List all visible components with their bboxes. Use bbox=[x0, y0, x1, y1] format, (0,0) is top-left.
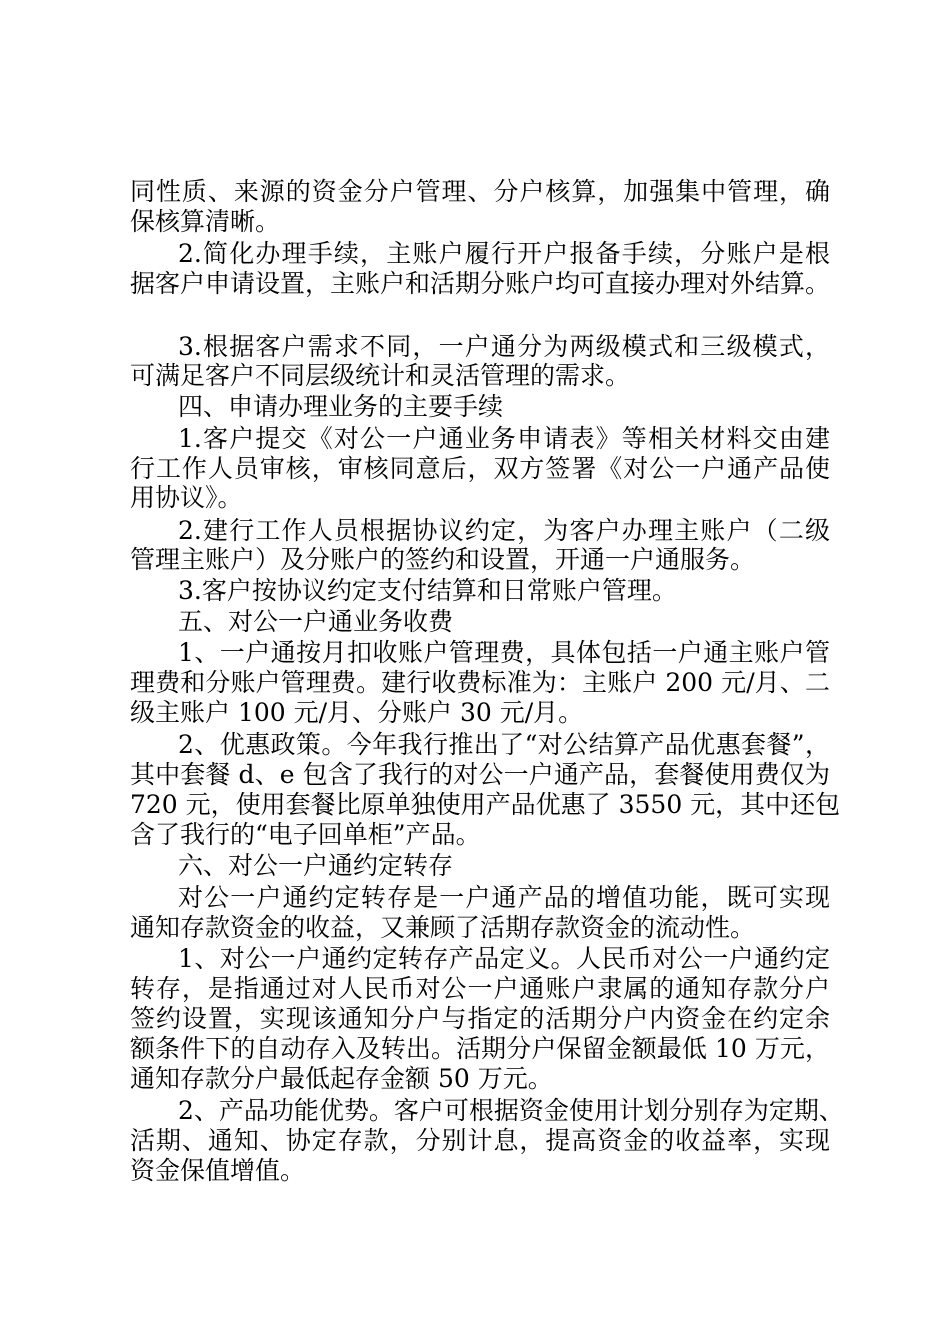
section-heading: 六、对公一户通约定转存 bbox=[178, 851, 454, 880]
text-line: 其中套餐 d、e 包含了我行的对公一户通产品，套餐使用费仅为 bbox=[130, 760, 830, 789]
text-line: 级主账户 100 元/月、分账户 30 元/月。 bbox=[130, 698, 584, 727]
text-line: 据客户申请设置，主账户和活期分账户均可直接办理对外结算。 bbox=[130, 269, 831, 298]
section-heading: 四、申请办理业务的主要手续 bbox=[178, 392, 504, 421]
text-line: 额条件下的自动存入及转出。活期分户保留金额最低 10 万元， bbox=[130, 1034, 830, 1063]
text-line: 同性质、来源的资金分户管理、分户核算，加强集中管理，确 bbox=[130, 177, 830, 206]
text-line: 签约设置，实现该通知分户与指定的活期分户内资金在约定余 bbox=[130, 1004, 830, 1033]
text-line: 转存，是指通过对人民币对公一户通账户隶属的通知存款分户 bbox=[130, 974, 830, 1003]
text-line: 720 元，使用套餐比原单独使用产品优惠了 3550 元，其中还包 bbox=[130, 790, 841, 819]
text-line: 3.根据客户需求不同，一户通分为两级模式和三级模式， bbox=[178, 332, 830, 361]
text-line: 含了我行的“电子回单柜”产品。 bbox=[130, 820, 481, 849]
text-line: 可满足客户不同层级统计和灵活管理的需求。 bbox=[130, 361, 631, 390]
text-line: 1、一户通按月扣收账户管理费，具体包括一户通主账户管 bbox=[178, 638, 830, 667]
text-line: 2.建行工作人员根据协议约定，为客户办理主账户（二级 bbox=[178, 516, 830, 545]
text-line: 资金保值增值。 bbox=[130, 1156, 306, 1185]
text-line: 2、优惠政策。今年我行推出了“对公结算产品优惠套餐”， bbox=[178, 730, 830, 759]
text-line: 管理主账户）及分账户的签约和设置，开通一户通服务。 bbox=[130, 545, 756, 574]
section-heading: 五、对公一户通业务收费 bbox=[178, 607, 454, 636]
text-line: 用协议》。 bbox=[130, 483, 243, 512]
text-line: 1.客户提交《对公一户通业务申请表》等相关材料交由建 bbox=[178, 424, 830, 453]
text-line: 1、对公一户通约定转存产品定义。人民币对公一户通约定 bbox=[178, 944, 830, 973]
document-page bbox=[130, 0, 844, 1344]
text-line: 2、产品功能优势。客户可根据资金使用计划分别存为定期、 bbox=[178, 1096, 844, 1125]
text-line: 活期、通知、协定存款，分别计息，提高资金的收益率，实现 bbox=[130, 1126, 830, 1155]
text-line: 2.简化办理手续，主账户履行开户报备手续，分账户是根 bbox=[178, 239, 830, 268]
text-line: 通知存款资金的收益，又兼顾了活期存款资金的流动性。 bbox=[130, 913, 756, 942]
text-line: 对公一户通约定转存是一户通产品的增值功能，既可实现 bbox=[178, 883, 830, 912]
text-line: 理费和分账户管理费。建行收费标准为：主账户 200 元/月、二 bbox=[130, 668, 830, 697]
text-line: 3.客户按协议约定支付结算和日常账户管理。 bbox=[178, 576, 677, 605]
text-line: 保核算清晰。 bbox=[130, 207, 281, 236]
text-line: 行工作人员审核，审核同意后，双方签署《对公一户通产品使 bbox=[130, 454, 830, 483]
text-line: 通知存款分户最低起存金额 50 万元。 bbox=[130, 1064, 553, 1093]
